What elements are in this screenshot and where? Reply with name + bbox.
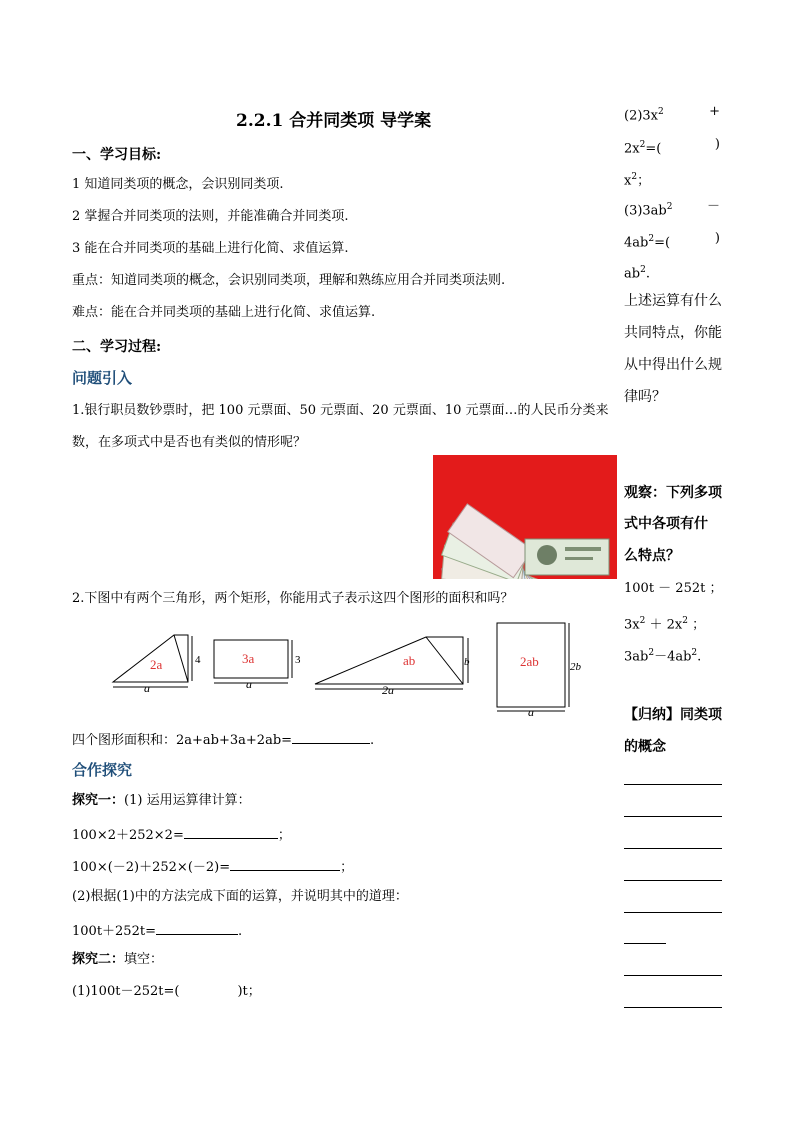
sidebar-answer-line[interactable] [624, 912, 722, 913]
triangle-2-label: ab [403, 653, 416, 668]
superscript: 2 [631, 172, 638, 182]
fill-2-term-2: 2x [624, 141, 640, 157]
fill-1-start: (1)100t－252t=( [72, 984, 180, 999]
rectangle-1-height: 3 [295, 654, 301, 666]
intro-heading: 问题引入 [72, 369, 133, 387]
sidebar-question-line-2: 共同特点，你能 [624, 325, 722, 341]
explore-1-line [72, 792, 251, 810]
banknotes-photo [433, 455, 617, 579]
superscript: 2 [666, 202, 673, 212]
fill-3-var: ab [624, 266, 641, 282]
fill-2-end: ； [637, 173, 651, 189]
goal-item-2: 2 掌握合并同类项的法则，并能准确合并同类项. [72, 209, 349, 224]
coop-heading: 合作探究 [72, 761, 133, 779]
rectangle-1-label: 3a [242, 651, 255, 666]
sidebar-question-line-1: 上述运算有什么 [624, 293, 722, 309]
sidebar-fill-2-line-1 [624, 103, 722, 125]
sidebar-summary-line-1: 【归纳】同类项 [624, 707, 722, 723]
key-point: 重点：知道同类项的概念，会识别同类项，理解和熟练应用合并同类项法则. [72, 273, 506, 288]
calc-1-text: 100×2＋252×2= [72, 828, 184, 843]
page-title: 2.2.1 合并同类项 导学案 [236, 111, 432, 131]
calc-1-line [72, 824, 291, 845]
sidebar-observe-line-1: 观察：下列多项 [624, 485, 722, 501]
calc-2-text: 100×(－2)＋252×(－2)= [72, 860, 231, 875]
poly-2-term-2: ＋ 2x [645, 617, 683, 633]
sidebar-answer-line[interactable] [624, 784, 722, 785]
calc-3-line [72, 920, 242, 941]
sidebar-question-line-4: 律吗？ [624, 389, 666, 405]
sidebar-answer-line[interactable] [624, 1007, 722, 1008]
sidebar-fill-3-line-2 [624, 230, 722, 252]
sidebar-fill-2-line-2 [624, 136, 722, 158]
triangle-2 [315, 637, 470, 697]
rectangle-2-height: 2b [570, 661, 581, 673]
fill-2-var: x [624, 173, 632, 189]
sidebar-answer-line[interactable] [624, 975, 722, 976]
sidebar-poly-3 [624, 644, 701, 666]
calc-1-blank[interactable] [184, 824, 278, 839]
calc-2-end: ； [340, 860, 354, 875]
explore-1-label: 探究一： [72, 793, 125, 808]
sidebar-fill-2-line-3 [624, 168, 650, 190]
sidebar-poly-1: 100t － 252t ； [624, 581, 723, 596]
fill-2-term-1: (2)3x [624, 108, 659, 124]
rectangle-1 [214, 640, 301, 691]
triangle-1-height: 4 [195, 654, 201, 666]
explore-2-label: 探究二： [72, 952, 125, 967]
rectangle-2 [497, 623, 582, 719]
poly-3-term-2: －4ab [654, 649, 692, 665]
sidebar-observe-line-2: 式中各项有什 [624, 516, 708, 532]
superscript: 2 [691, 648, 698, 658]
calc-3-text: 100t＋252t= [72, 924, 156, 939]
superscript: 2 [658, 107, 664, 117]
triangle-1-label: 2a [150, 657, 163, 672]
sidebar-answer-line[interactable] [624, 816, 722, 817]
fill-3-term-2: 4ab [624, 235, 649, 251]
fill-3-term-1: (3)3ab [624, 203, 667, 219]
fill-2-plus: + [709, 104, 720, 119]
area-sum-line [72, 729, 374, 750]
section-heading-goals: 一、学习目标: [72, 147, 162, 163]
sidebar-fill-3-line-1 [624, 198, 722, 220]
rectangle-2-label: 2ab [520, 654, 539, 669]
fill-2-eq: =( [645, 141, 662, 157]
area-figures [100, 618, 620, 722]
sidebar-answer-line[interactable] [624, 943, 666, 944]
area-sum-end: . [370, 733, 375, 748]
triangle-2-base: 2a [382, 683, 394, 697]
question-1-line-1: 1.银行职员数钞票时，把 100 元票面、50 元票面、20 元票面、10 元票面…的人民币分类来 [72, 403, 609, 418]
fill-3-close: ) [714, 231, 720, 246]
area-sum-text: 四个图形面积和：2a+ab+3a+2ab= [72, 733, 293, 748]
rectangle-2-base: a [528, 705, 534, 719]
sidebar-question-line-3: 从中得出什么规 [624, 357, 722, 373]
sidebar-summary-line-2: 的概念 [624, 739, 666, 755]
area-sum-blank[interactable] [292, 729, 370, 744]
sidebar-observe-line-3: 么特点？ [624, 548, 680, 564]
question-1-line-2: 数，在多项式中是否也有类似的情形呢？ [72, 435, 307, 450]
explore-2-line [72, 951, 163, 969]
explore-1-text: (1) 运用运算律计算： [124, 793, 251, 808]
superscript: 2 [640, 265, 646, 275]
explore-1-part-2: (2)根据(1)中的方法完成下面的运算，并说明其中的道理： [72, 889, 408, 904]
goal-item-1: 1 知道同类项的概念，会识别同类项. [72, 177, 284, 192]
triangle-1 [113, 635, 201, 695]
superscript: 2 [648, 234, 655, 244]
triangle-1-base: a [144, 681, 150, 695]
poly-3-end: . [697, 649, 702, 665]
poly-2-end: ； [687, 617, 706, 633]
superscript: 2 [639, 140, 646, 150]
section-heading-process: 二、学习过程: [72, 339, 162, 355]
calc-2-blank[interactable] [230, 856, 340, 871]
calc-3-end: . [237, 924, 243, 939]
calc-3-blank[interactable] [156, 920, 238, 935]
superscript: 2 [648, 648, 655, 658]
sidebar-answer-line[interactable] [624, 848, 722, 849]
fill-1-end: )t； [237, 984, 261, 999]
fill-3-minus: － [706, 199, 720, 214]
question-2: 2.下图中有两个三角形，两个矩形，你能用式子表示这四个图形的面积和吗？ [72, 591, 514, 606]
calc-2-line [72, 856, 353, 877]
poly-3-term-1: 3ab [624, 649, 649, 665]
calc-1-end: ； [277, 828, 291, 843]
fill-2-close: ) [714, 137, 720, 152]
sidebar-answer-line[interactable] [624, 880, 722, 881]
poly-2-term-1: 3x [624, 617, 640, 633]
sidebar-fill-3-line-3 [624, 261, 650, 283]
rectangle-1-base: a [246, 677, 252, 691]
superscript: 2 [682, 616, 688, 626]
fill-3-end: . [645, 266, 650, 282]
superscript: 2 [639, 616, 646, 626]
difficult-point: 难点：能在合并同类项的基础上进行化简、求值运算. [72, 305, 376, 320]
fill-1-line [72, 983, 261, 1001]
fill-3-eq: =( [654, 235, 671, 251]
sidebar-poly-2 [624, 612, 705, 634]
explore-2-text: 填空： [124, 952, 164, 967]
triangle-2-height: b [464, 656, 470, 668]
goal-item-3: 3 能在合并同类项的基础上进行化简、求值运算. [72, 241, 349, 256]
